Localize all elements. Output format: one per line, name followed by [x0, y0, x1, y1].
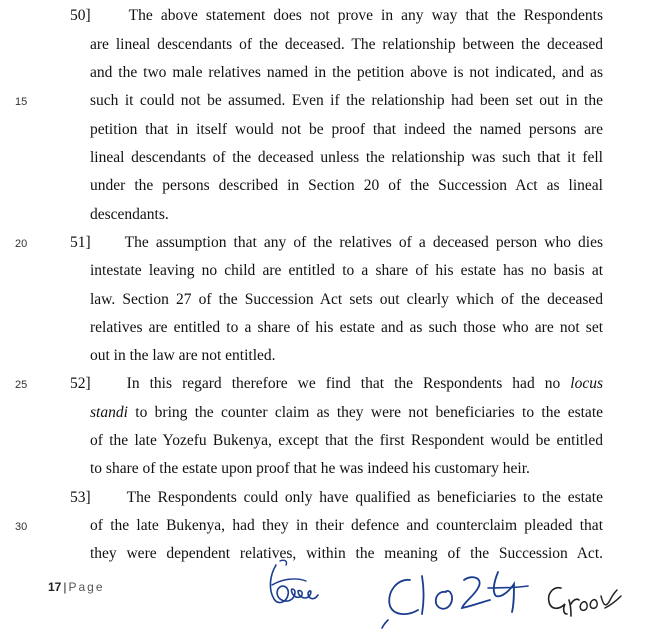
signature-2: [380, 558, 540, 633]
paragraph-50-line-3: and the two male relatives named in the petition above is not indicated, and as: [90, 64, 603, 81]
paragraph-51-line-2: intestate leaving no child are entitled to a share of his estate has no basis at: [90, 262, 603, 279]
paragraph-52-line-2: [90, 403, 603, 423]
paragraph-number: 50]: [70, 7, 91, 24]
paragraph-text: In this regard therefore we find that the Respondents had no: [126, 375, 561, 392]
signature-1: [262, 555, 322, 610]
paragraph-51-line-3: law. Section 27 of the Succession Act sets out clearly which of the deceased: [90, 291, 603, 308]
paragraph-50-line-1: [70, 6, 603, 26]
paragraph-50-line-7: under the persons described in Section 20 of the Succession Act as lineal: [90, 177, 603, 194]
paragraph-50-line-4: such it could not be assumed. Even if the relationship had been set out in the: [90, 92, 603, 109]
page-number: 17: [48, 580, 62, 594]
paragraph-52-line-1: [70, 374, 603, 394]
paragraph-53-line-3: they were dependent relatives, within the meaning of the Succession Act.: [90, 545, 603, 562]
paragraph-50-line-5: petition that in itself would not be proof that indeed the named persons are: [90, 121, 603, 138]
paragraph-number: 53]: [70, 489, 91, 506]
line-number-30: 30: [15, 521, 28, 533]
paragraph-50-line-6: lineal descendants of the deceased unless the relationship was such that it fell: [90, 149, 603, 166]
paragraph-number: 51]: [70, 234, 91, 251]
line-number-20: 20: [15, 238, 28, 250]
paragraph-51-line-4: relatives are entitled to a share of his estate and as such those who are not set: [90, 319, 603, 336]
paragraph-50-line-2: are lineal descendants of the deceased. The relationship between the deceased: [90, 36, 603, 53]
paragraph-number: 52]: [70, 375, 91, 392]
paragraph-51-line-5: out in the law are not entitled.: [90, 347, 276, 364]
paragraph-51-line-1: [70, 233, 603, 253]
paragraph-52-line-4: to share of the estate upon proof that he was indeed his customary heir.: [90, 460, 530, 477]
paragraph-50-line-8: descendants.: [90, 206, 169, 223]
page-label: Page: [68, 580, 105, 594]
paragraph-text: The assumption that any of the relatives of a deceased person who dies: [124, 234, 603, 251]
page-footer: [48, 580, 105, 594]
paragraph-text: to bring the counter claim as they were not beneficiaries to the estate: [135, 404, 604, 421]
line-number-25: 25: [15, 379, 28, 391]
line-number-15: 15: [15, 96, 28, 108]
paragraph-text: The above statement does not prove in any way that the Respondents: [128, 7, 603, 24]
paragraph-52-line-3: of the late Yozefu Bukenya, except that the first Respondent would be entitled: [90, 432, 603, 449]
paragraph-text: The Respondents could only have qualified as beneficiaries to the estate: [126, 489, 603, 506]
paragraph-53-line-1: [70, 488, 603, 508]
footer-separator: |: [63, 580, 67, 594]
italic-term: standi: [90, 404, 128, 421]
italic-term: locus: [570, 375, 603, 392]
signature-3: [543, 582, 625, 622]
paragraph-53-line-2: of the late Bukenya, had they in their defence and counterclaim pleaded that: [90, 517, 603, 534]
